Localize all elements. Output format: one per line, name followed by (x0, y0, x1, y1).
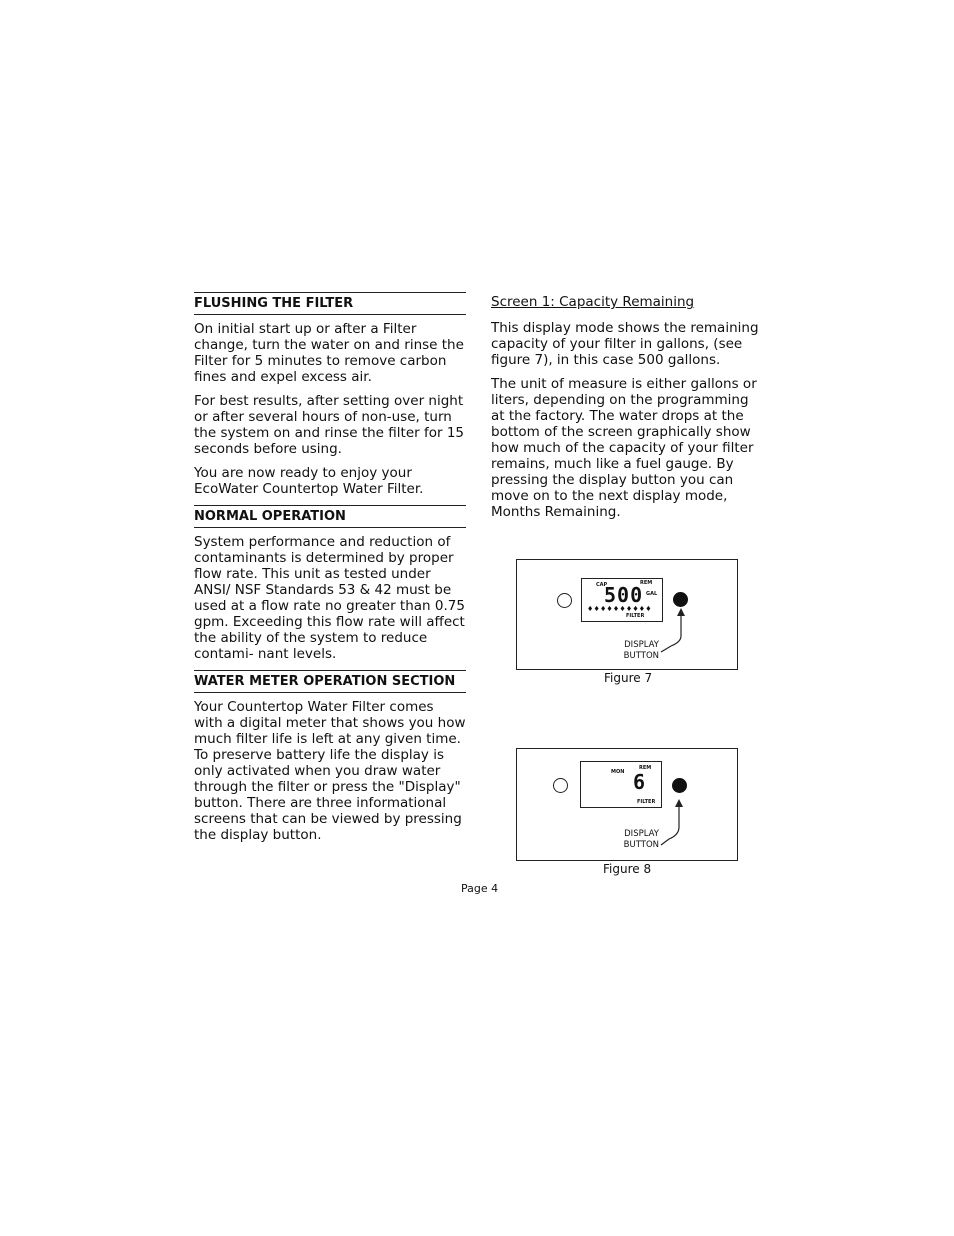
normal-operation-heading: NORMAL OPERATION (194, 505, 466, 528)
flushing-paragraph-1: On initial start up or after a Filter change, turn the water on and rinse the Filter for 5 minutes to remove carbon fines and expel excess air. (194, 321, 464, 385)
lcd-mon-label: MON (611, 769, 625, 775)
water-drops-icon: ♦♦♦♦♦♦♦♦♦♦ (587, 605, 652, 613)
figure-7-box (516, 559, 738, 670)
right-column (491, 292, 763, 528)
screen-1-paragraph-1: This display mode shows the remaining capacity of your filter in gallons, (see figure 7), in this case 500 gallons. (491, 320, 759, 368)
screen-1-title: Screen 1: Capacity Remaining (491, 294, 695, 310)
display-label-line-1: DISPLAY (624, 829, 659, 839)
left-column (194, 292, 466, 851)
indicator-circle-icon (557, 593, 572, 608)
lcd-value: 6 (633, 770, 647, 794)
arrow-pointer-icon (657, 797, 697, 847)
lcd-rem-label: REM (639, 765, 652, 771)
display-button-icon[interactable] (673, 592, 688, 607)
display-button-label (609, 640, 659, 662)
lcd-display (580, 761, 662, 808)
lcd-filter-label: FILTER (637, 799, 656, 805)
normal-operation-paragraph: System performance and reduction of contaminants is determined by proper flow rate. This unit as tested under ANSI/ NSF Standards 53 & 42 must be used at a flow rate no greater than 0.75 gpm. Exceeding this flow rate will affect the ability of the system to reduce contami- nant levels. (194, 534, 465, 662)
flushing-paragraph-2: For best results, after setting over night or after several hours of non-use, turn the system on and rinse the filter for 15 seconds before using. (194, 393, 464, 457)
lcd-display (581, 578, 663, 622)
water-meter-paragraph: Your Countertop Water Filter comes with a digital meter that shows you how much filter life is left at any given time. To preserve battery life the display is only activated when you draw water through the filter or press the "Display" button. There are three informational screens that can be viewed by pressing the display button. (194, 699, 466, 843)
display-button-label (609, 829, 659, 851)
display-label-line-2: BUTTON (623, 840, 659, 850)
water-meter-heading: WATER METER OPERATION SECTION (194, 670, 466, 693)
display-label-line-2: BUTTON (623, 651, 659, 661)
page-number: Page 4 (461, 882, 499, 895)
display-button-icon[interactable] (672, 778, 687, 793)
figure-7-caption: Figure 7 (604, 671, 653, 685)
flushing-paragraph-3: You are now ready to enjoy your EcoWater Countertop Water Filter. (194, 465, 424, 497)
screen-1-paragraph-2: The unit of measure is either gallons or liters, depending on the programming at the factory. The water drops at the bottom of the screen graphically show how much of the capacity of your filter remains, much like a fuel gauge. By pressing the display button you can move on to the next display mode, Months Remaining. (491, 376, 757, 520)
lcd-cap-label: CAP (596, 582, 608, 588)
lcd-value: 500 (604, 583, 644, 607)
lcd-rem-label: REM (640, 580, 653, 586)
figure-8-box (516, 748, 738, 861)
lcd-filter-label: FILTER (626, 613, 645, 619)
flushing-heading: FLUSHING THE FILTER (194, 292, 466, 315)
lcd-gal-label: GAL (646, 591, 658, 597)
display-label-line-1: DISPLAY (624, 640, 659, 650)
figure-8-caption: Figure 8 (603, 862, 652, 876)
arrow-pointer-icon (657, 606, 697, 654)
indicator-circle-icon (553, 778, 568, 793)
